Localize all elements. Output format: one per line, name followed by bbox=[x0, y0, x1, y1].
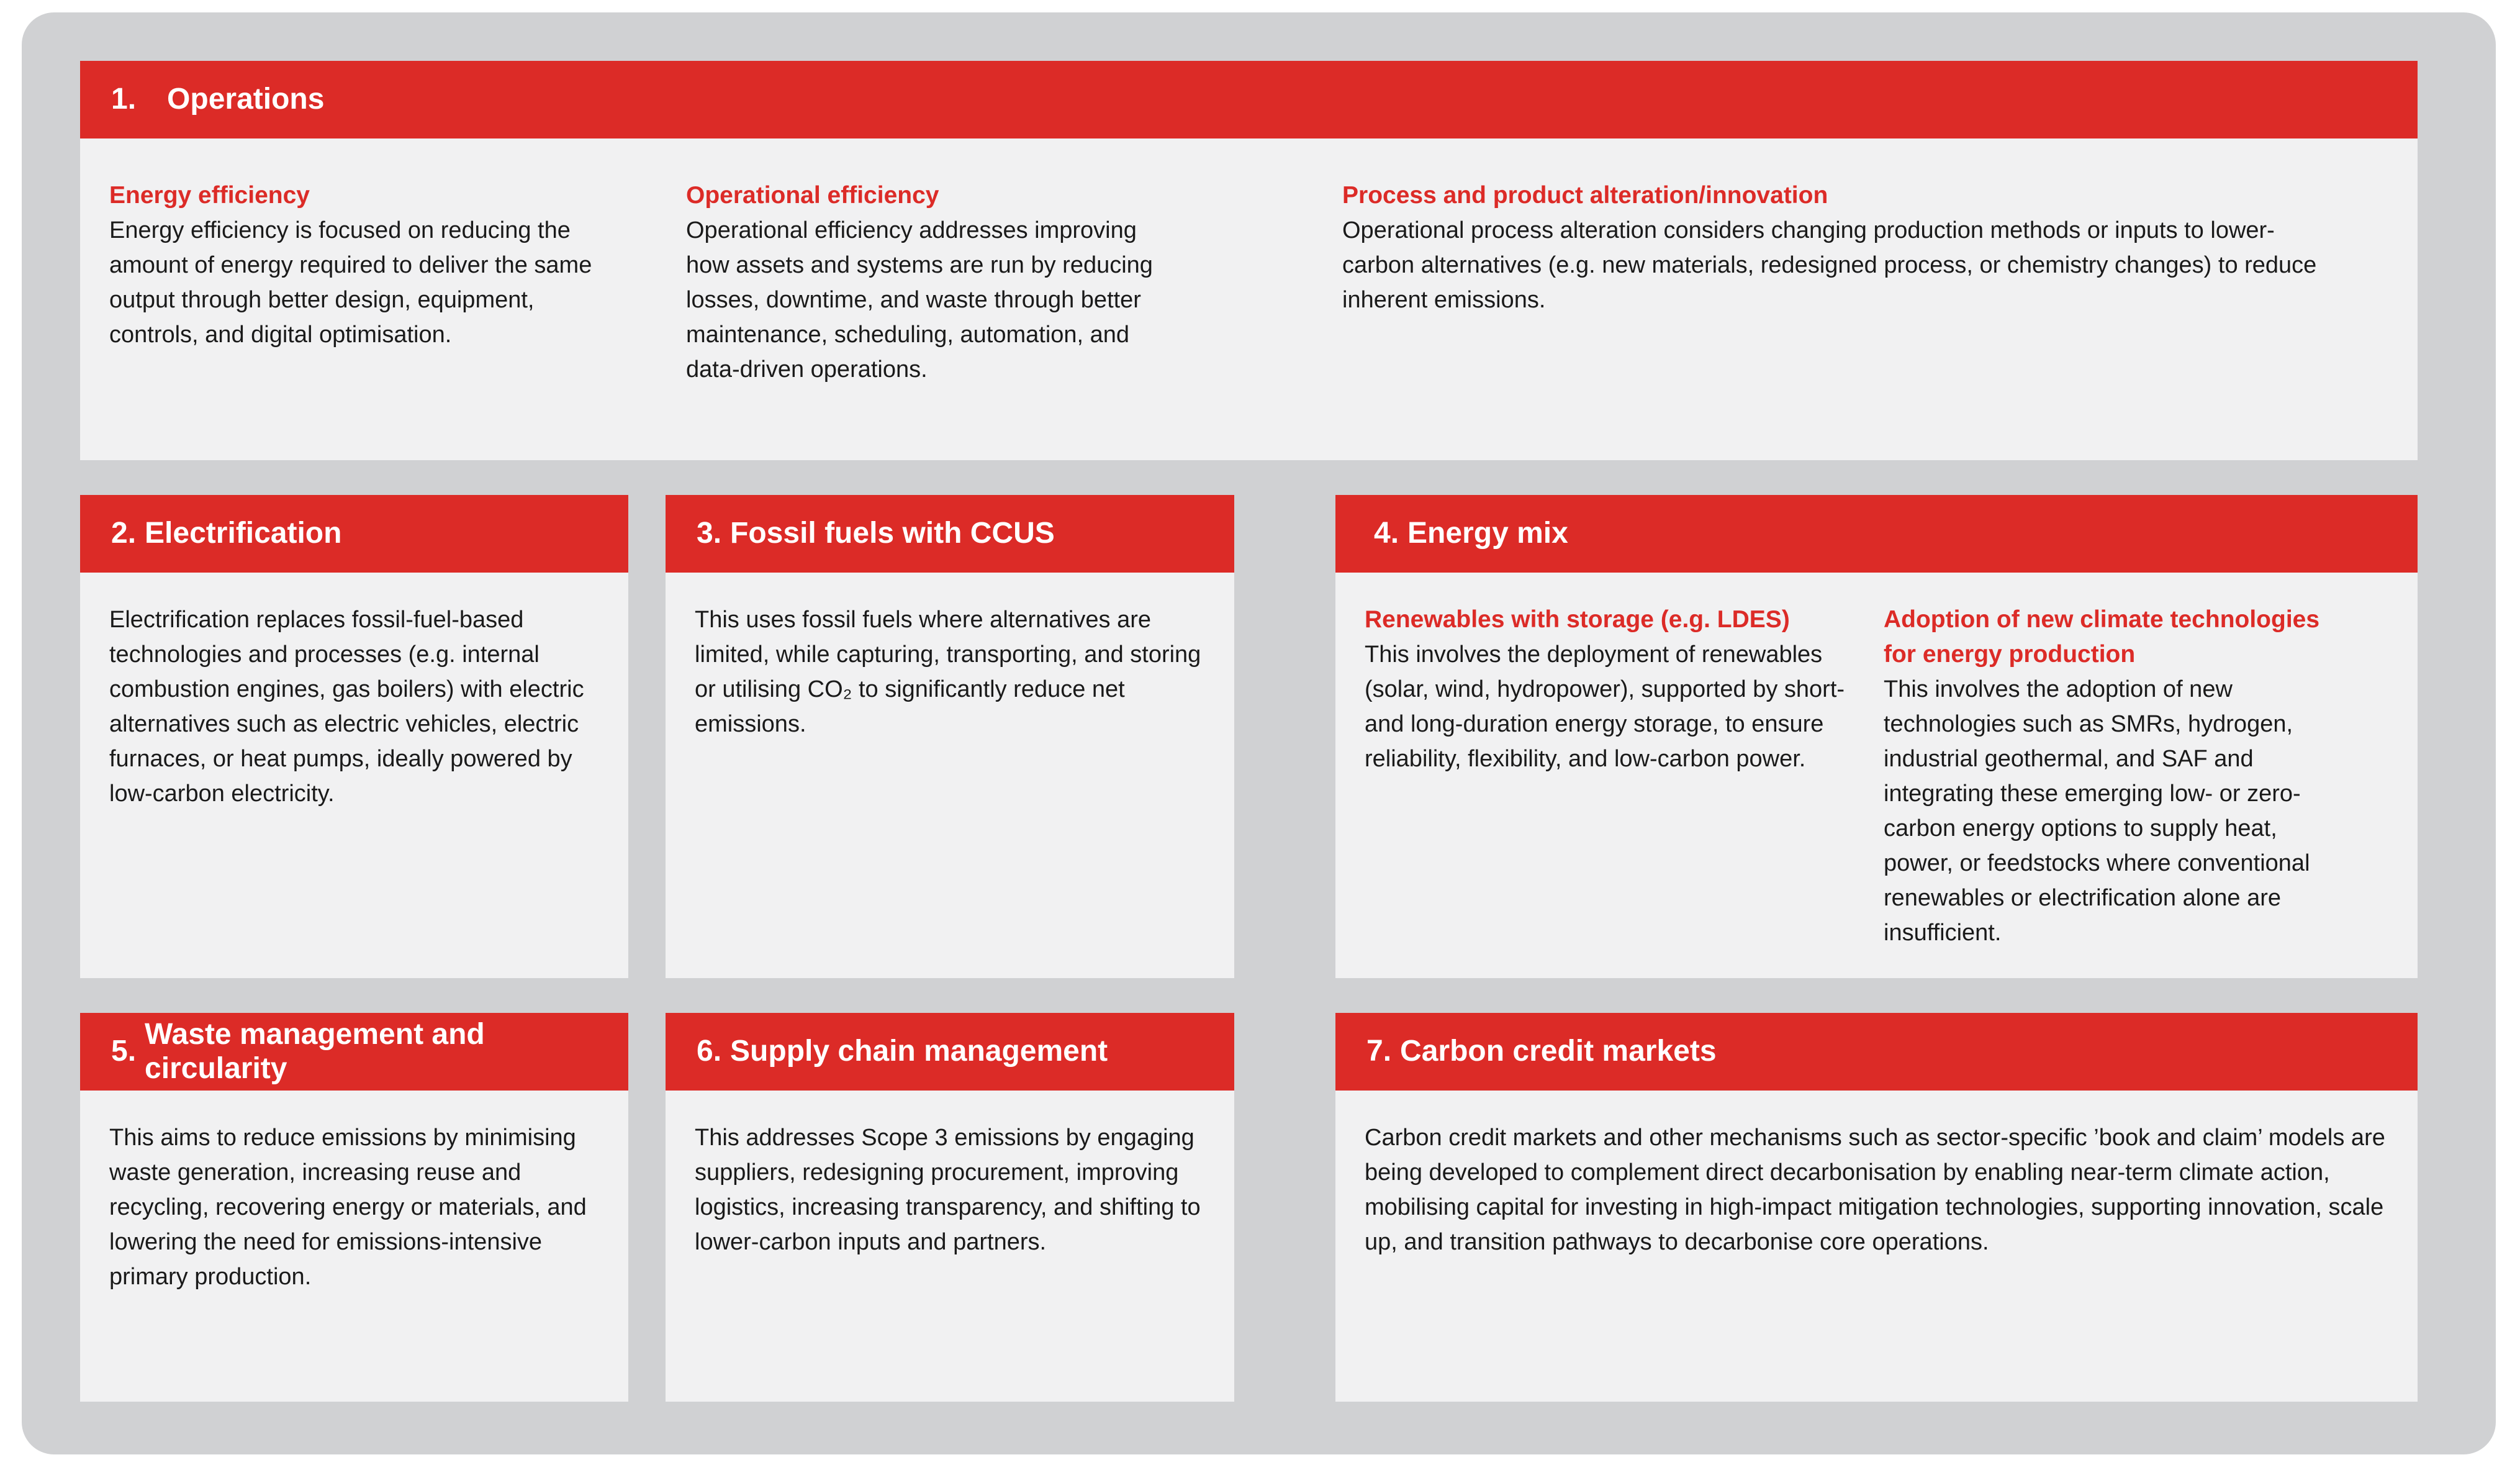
card-text: This uses fossil fuels where alternatives are limited, while capturing, transporting, and storing or utilising CO₂ to significantly reduce net emissions. bbox=[695, 607, 1201, 737]
card-carbon-credit-markets-header bbox=[1335, 1013, 2418, 1091]
card-supply-chain-body bbox=[666, 1091, 1234, 1402]
card-operations bbox=[80, 61, 2418, 460]
card-fossil-fuels-ccus-header bbox=[666, 495, 1234, 573]
card-electrification bbox=[80, 495, 628, 978]
operations-subitem-energy-efficiency bbox=[109, 178, 618, 352]
operations-subitem-operational-efficiency bbox=[686, 178, 1164, 387]
subitem-text: This involves the adoption of new technologies such as SMRs, hydrogen, industrial geothermal, and SAF and integrating these emerging low- or zero-carbon energy options to supply heat, power, or feedstocks where conventional renewables or electrification alone are insufficient. bbox=[1884, 676, 2310, 946]
card-carbon-credit-markets bbox=[1335, 1013, 2418, 1402]
card-title: Energy mix bbox=[1407, 517, 1568, 550]
card-energy-mix-header bbox=[1335, 495, 2418, 573]
subitem-heading: Renewables with storage (e.g. LDES) bbox=[1365, 606, 1790, 633]
subitem-heading: Process and product alteration/innovation bbox=[1342, 182, 1828, 209]
subitem-text: Operational process alteration considers changing production methods or inputs to lower-carbon alternatives (e.g. new materials, redesigned process, or chemistry changes) to reduce inherent emissions. bbox=[1342, 217, 2317, 313]
card-operations-header bbox=[80, 61, 2418, 138]
card-waste-management bbox=[80, 1013, 628, 1402]
subitem-heading: Operational efficiency bbox=[686, 182, 939, 209]
card-energy-mix bbox=[1335, 495, 2418, 978]
subitem-text: Energy efficiency is focused on reducing the amount of energy required to deliver the same output through better design, equipment, controls, and digital optimisation. bbox=[109, 217, 592, 348]
card-waste-management-body bbox=[80, 1091, 628, 1402]
subitem-heading: Adoption of new climate technologies for energy production bbox=[1884, 606, 2320, 668]
card-energy-mix-body bbox=[1335, 573, 2418, 978]
card-title: Supply chain management bbox=[730, 1035, 1108, 1068]
card-text: Carbon credit markets and other mechanisms such as sector-specific ’book and claim’ models are being developed to complement direct decarbonisation by enabling near-term climate action, mobilising capital for investing in high-impact mitigation technologies, supporting innovation, scale up, and transition pathways to decarbonise core operations. bbox=[1365, 1125, 2385, 1255]
card-fossil-fuels-ccus-body bbox=[666, 573, 1234, 978]
card-number: 4. bbox=[1374, 517, 1399, 550]
card-supply-chain-header bbox=[666, 1013, 1234, 1091]
card-title: Waste management and circularity bbox=[145, 1017, 485, 1085]
card-text: This addresses Scope 3 emissions by engaging suppliers, redesigning procurement, improving logistics, increasing transparency, and shifting to lower-carbon inputs and partners. bbox=[695, 1125, 1201, 1255]
card-title: Fossil fuels with CCUS bbox=[730, 517, 1055, 550]
card-text: Electrification replaces fossil-fuel-based technologies and processes (e.g. internal combustion engines, gas boilers) with electric alternatives such as electric vehicles, electric furnaces, or heat pumps, ideally powered by low-carbon electricity. bbox=[109, 607, 584, 807]
card-text: This aims to reduce emissions by minimising waste generation, increasing reuse and recycling, recovering energy or materials, and lowering the need for emissions-intensive primary production. bbox=[109, 1125, 587, 1290]
card-number: 3. bbox=[697, 517, 722, 550]
card-number: 7. bbox=[1366, 1035, 1392, 1068]
subitem-text: Operational efficiency addresses improving how assets and systems are run by reducing losses, downtime, and waste through better maintenance, scheduling, automation, and data-driven operations. bbox=[686, 217, 1153, 383]
card-waste-management-header bbox=[80, 1013, 628, 1091]
card-fossil-fuels-ccus bbox=[666, 495, 1234, 978]
card-title: Carbon credit markets bbox=[1400, 1035, 1717, 1068]
card-number: 2. bbox=[111, 517, 137, 550]
card-title: Operations bbox=[167, 83, 325, 116]
card-number: 5. bbox=[111, 1035, 137, 1068]
energy-mix-subitem-new-climate-technologies bbox=[1884, 602, 2346, 950]
card-number: 1. bbox=[111, 83, 137, 116]
energy-mix-subitem-renewables-storage bbox=[1365, 602, 1849, 776]
operations-subitem-process-alteration bbox=[1342, 178, 2323, 317]
card-supply-chain bbox=[666, 1013, 1234, 1402]
card-electrification-header bbox=[80, 495, 628, 573]
subitem-text: This involves the deployment of renewables (solar, wind, hydropower), supported by short- and long-duration energy storage, to ensure reliability, flexibility, and low-carbon power. bbox=[1365, 642, 1845, 772]
card-electrification-body bbox=[80, 573, 628, 978]
card-number: 6. bbox=[697, 1035, 722, 1068]
card-operations-body bbox=[80, 138, 2418, 460]
subitem-heading: Energy efficiency bbox=[109, 182, 310, 209]
card-carbon-credit-markets-body bbox=[1335, 1091, 2418, 1402]
card-title: Electrification bbox=[145, 517, 342, 550]
